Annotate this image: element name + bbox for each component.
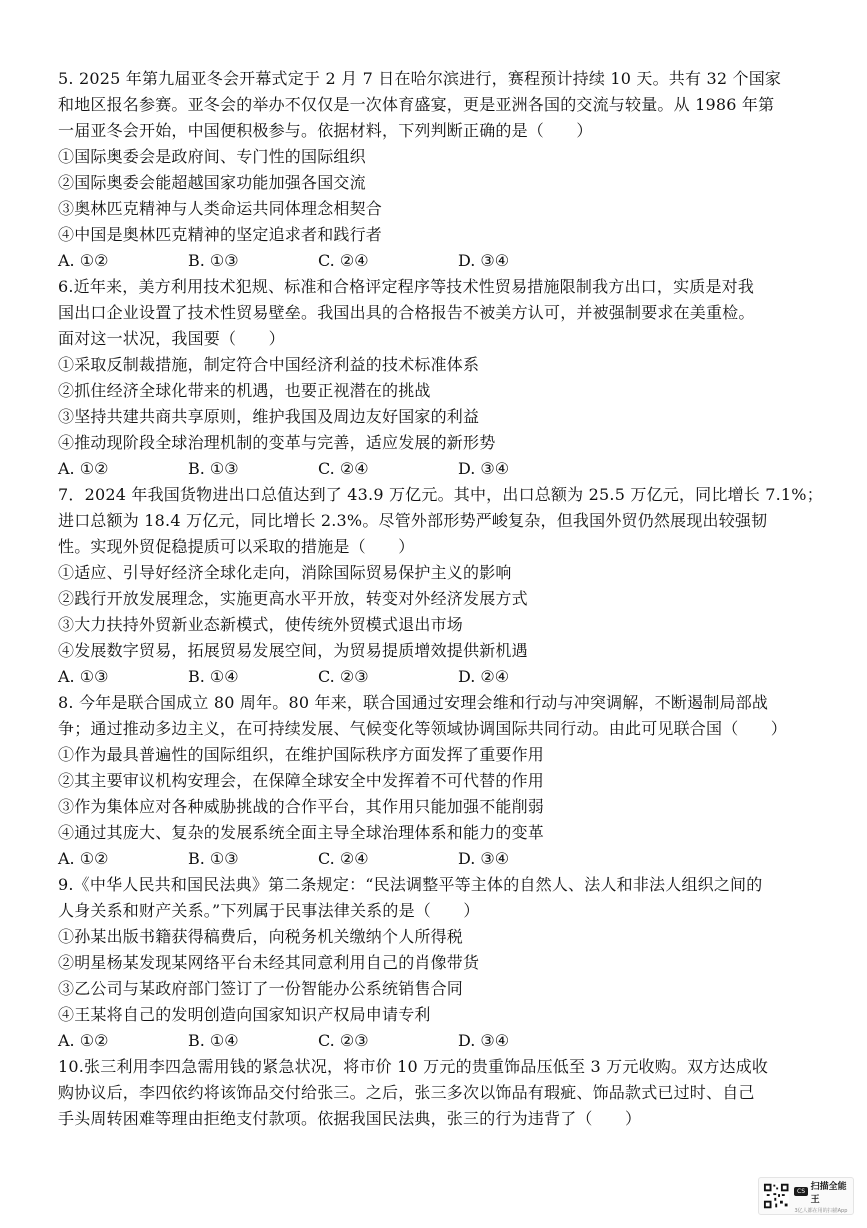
answer-options	[58, 846, 818, 872]
option-d: D. ③④	[458, 1031, 510, 1050]
option-a: A. ①②	[58, 251, 109, 270]
question-stem-line: 6.近年来，美方利用技术犯规、标准和合格评定程序等技术性贸易措施限制我方出口，实质是对我	[58, 277, 755, 296]
option-c: C. ②④	[318, 251, 369, 270]
statement-item: ①适应、引导好经济全球化走向，消除国际贸易保护主义的影响	[58, 563, 512, 582]
statement-item: ②践行开放发展理念，实施更高水平开放，转变对外经济发展方式	[58, 589, 528, 608]
question-stem-line: 手头周转困难等理由拒绝支付款项。依据我国民法典，张三的行为违背了（ ）	[58, 1109, 642, 1128]
question-8	[58, 690, 818, 872]
statement-item: ④通过其庞大、复杂的发展系统全面主导全球治理体系和能力的变革	[58, 823, 545, 842]
answer-options	[58, 248, 818, 274]
statement-item: ③奥林匹克精神与人类命运共同体理念相契合	[58, 199, 383, 218]
question-9	[58, 872, 818, 1054]
option-c: C. ②③	[318, 1031, 369, 1050]
question-stem-line: 面对这一状况，我国要（ ）	[58, 329, 285, 348]
option-d: D. ③④	[458, 849, 510, 868]
statement-item: ③大力扶持外贸新业态新模式，使传统外贸模式退出市场	[58, 615, 464, 634]
statement-item: ②明星杨某发现某网络平台未经其同意利用自己的肖像带货	[58, 953, 480, 972]
option-b: B. ①③	[188, 459, 239, 478]
option-c: C. ②④	[318, 849, 369, 868]
question-stem-line: 争；通过推动多边主义，在可持续发展、气候变化等领域协调国际共同行动。由此可见联合国（ ）	[58, 719, 788, 738]
qr-code-icon	[763, 1182, 789, 1210]
question-5	[58, 66, 818, 274]
statement-item: ④王某将自己的发明创造向国家知识产权局申请专利	[58, 1005, 431, 1024]
statement-item: ②国际奥委会能超越国家功能加强各国交流	[58, 173, 366, 192]
option-a: A. ①③	[58, 667, 109, 686]
question-stem-line: 10.张三利用李四急需用钱的紧急状况，将市价 10 万元的贵重饰品压低至 3 万元收购。双方达成收	[58, 1057, 769, 1076]
answer-options	[58, 456, 818, 482]
statement-item: ④中国是奥林匹克精神的坚定追求者和践行者	[58, 225, 383, 244]
scanner-watermark	[758, 1177, 854, 1215]
option-b: B. ①④	[188, 667, 239, 686]
answer-options	[58, 664, 818, 690]
question-stem-line: 国出口企业设置了技术性贸易壁垒。我国出具的合格报告不被美方认可，并被强制要求在美重检。	[58, 303, 755, 322]
option-c: C. ②④	[318, 459, 369, 478]
option-b: B. ①③	[188, 251, 239, 270]
statement-item: ①作为最具普遍性的国际组织，在维护国际秩序方面发挥了重要作用	[58, 745, 545, 764]
question-stem-line: 9.《中华人民共和国民法典》第二条规定：“民法调整平等主体的自然人、法人和非法人组织之间的	[58, 875, 763, 894]
statement-item: ③坚持共建共商共享原则，维护我国及周边友好国家的利益	[58, 407, 480, 426]
question-6	[58, 274, 818, 482]
question-7	[58, 482, 823, 690]
option-c: C. ②③	[318, 667, 369, 686]
statement-item: ①国际奥委会是政府间、专门性的国际组织	[58, 147, 366, 166]
camscanner-logo: CS	[794, 1187, 807, 1196]
question-stem-line: 和地区报名参赛。亚冬会的举办不仅仅是一次体育盛宴，更是亚洲各国的交流与较量。从 1986 年第	[58, 95, 775, 114]
question-stem-line: 5. 2025 年第九届亚冬会开幕式定于 2 月 7 日在哈尔滨进行，赛程预计持续 10 天。共有 32 个国家	[58, 69, 782, 88]
exam-page	[58, 66, 823, 1132]
question-stem-line: 性。实现外贸促稳提质可以采取的措施是（ ）	[58, 537, 415, 556]
option-b: B. ①③	[188, 849, 239, 868]
statement-item: ②其主要审议机构安理会，在保障全球安全中发挥着不可代替的作用	[58, 771, 545, 790]
option-d: D. ②④	[458, 667, 510, 686]
question-stem-line: 8. 今年是联合国成立 80 周年。80 年来，联合国通过安理会维和行动与冲突调解，不断遏制局部战	[58, 693, 769, 712]
option-d: D. ③④	[458, 459, 510, 478]
option-d: D. ③④	[458, 251, 510, 270]
option-b: B. ①④	[188, 1031, 239, 1050]
option-a: A. ①②	[58, 459, 109, 478]
brand-slogan: 3亿人都在用的扫描App	[794, 1207, 848, 1214]
statement-item: ④发展数字贸易，拓展贸易发展空间，为贸易提质增效提供新机遇	[58, 641, 528, 660]
answer-options	[58, 1028, 818, 1054]
question-stem-line: 进口总额为 18.4 万亿元，同比增长 2.3%。尽管外部形势严峻复杂，但我国外贸仍然展现出较强韧	[58, 511, 768, 530]
question-stem-line: 购协议后，李四依约将该饰品交付给张三。之后，张三多次以饰品有瑕疵、饰品款式已过时、自己	[58, 1083, 755, 1102]
statement-item: ①孙某出版书籍获得稿费后，向税务机关缴纳个人所得税	[58, 927, 464, 946]
question-10	[58, 1054, 818, 1132]
statement-item: ①采取反制裁措施，制定符合中国经济利益的技术标准体系	[58, 355, 480, 374]
statement-item: ③乙公司与某政府部门签订了一份智能办公系统销售合同	[58, 979, 464, 998]
statement-item: ③作为集体应对各种威胁挑战的合作平台，其作用只能加强不能削弱	[58, 797, 545, 816]
question-stem-line: 7．2024 年我国货物进出口总值达到了 43.9 万亿元。其中，出口总额为 25.5 万亿元，同比增长 7.1%；	[58, 485, 823, 504]
brand-name: 扫描全能王	[810, 1181, 847, 1205]
question-stem-line: 一届亚冬会开始，中国便积极参与。依据材料，下列判断正确的是（ ）	[58, 121, 593, 140]
option-a: A. ①②	[58, 849, 109, 868]
option-a: A. ①②	[58, 1031, 109, 1050]
statement-item: ④推动现阶段全球治理机制的变革与完善，适应发展的新形势	[58, 433, 496, 452]
question-stem-line: 人身关系和财产关系。”下列属于民事法律关系的是（ ）	[58, 901, 480, 920]
statement-item: ②抓住经济全球化带来的机遇，也要正视潜在的挑战	[58, 381, 431, 400]
